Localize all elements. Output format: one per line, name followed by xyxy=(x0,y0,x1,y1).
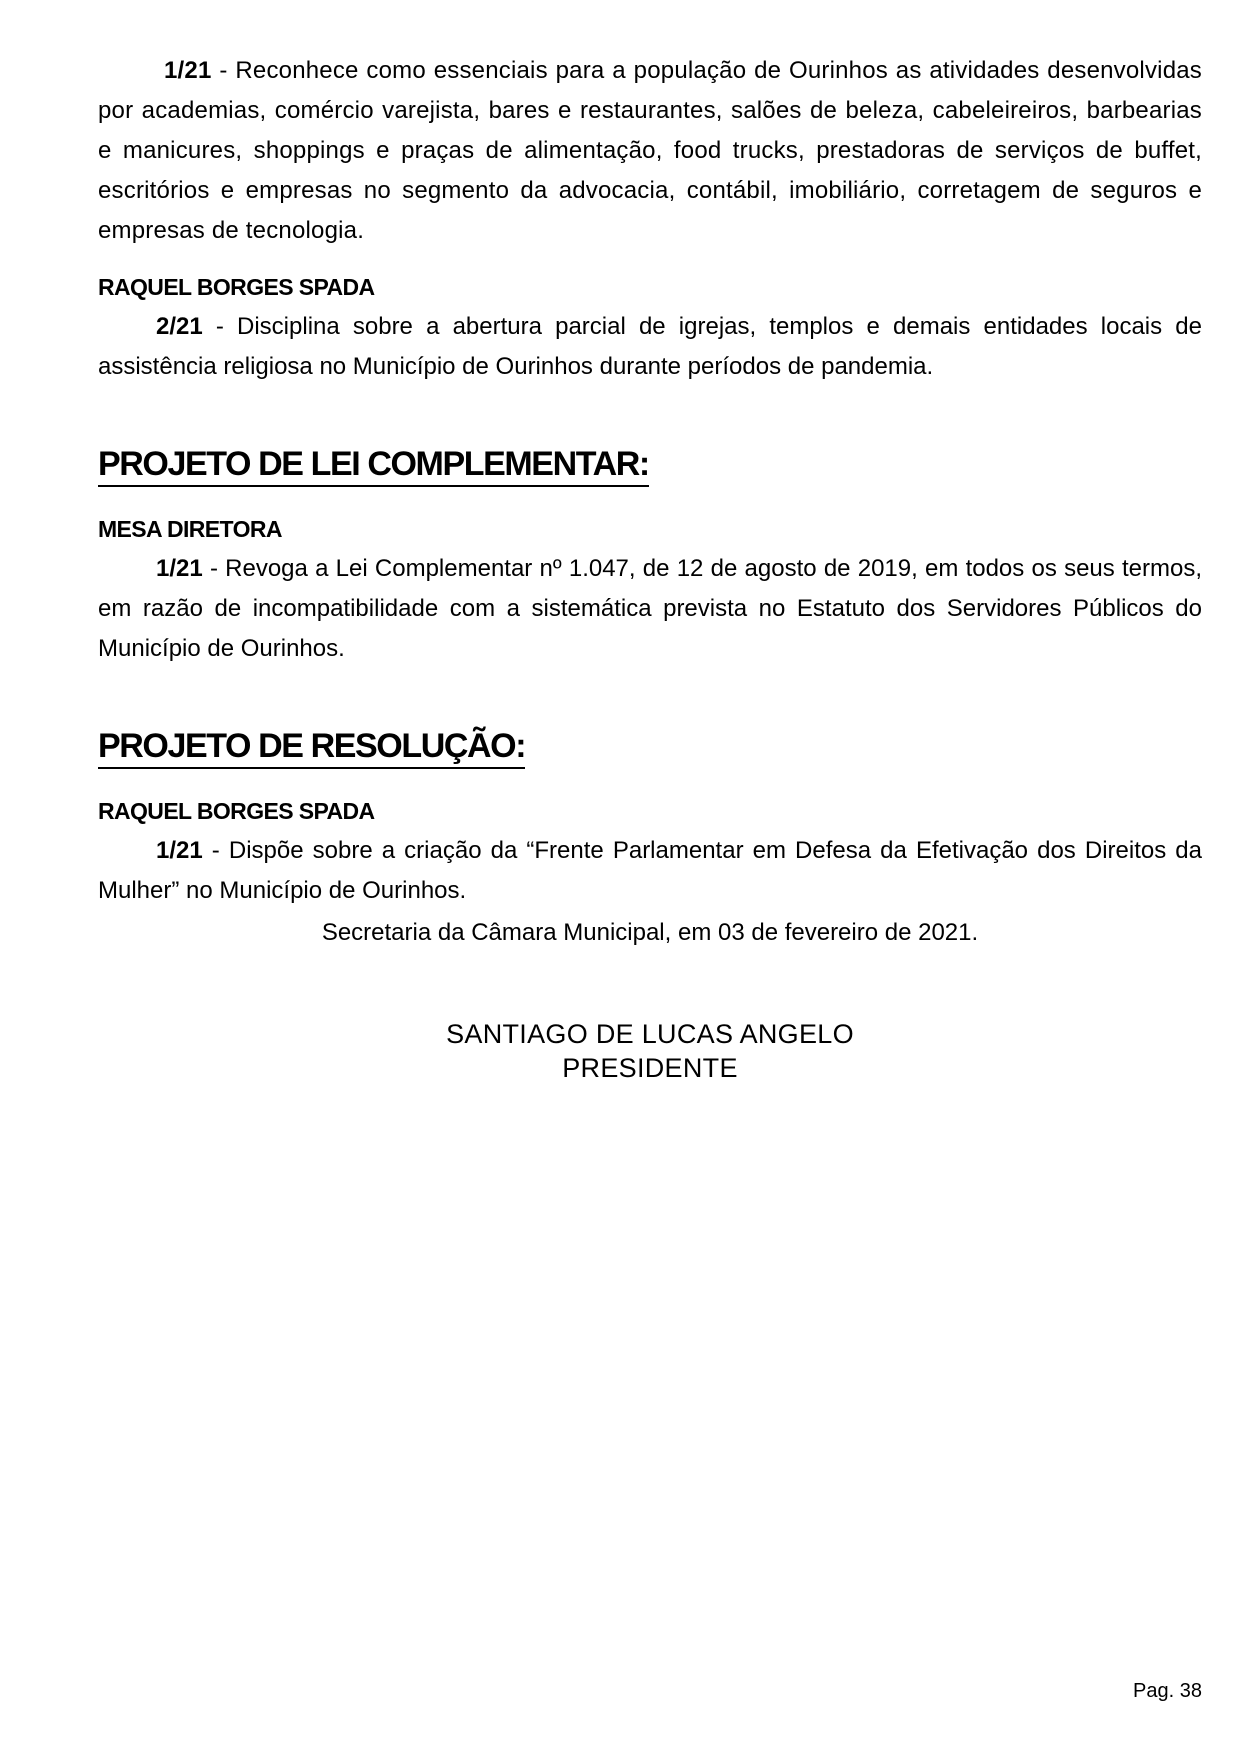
signature-block xyxy=(98,1017,1202,1085)
resolution-item-text: - Dispõe sobre a criação da “Frente Parlamentar em Defesa da Efetivação dos Direitos da Mulher” no Município de Ourinhos. xyxy=(98,837,1202,904)
plc-section-title: PROJETO DE LEI COMPLEMENTAR: xyxy=(98,443,649,487)
author-raquel-1: RAQUEL BORGES SPADA xyxy=(98,274,375,300)
date-line: Secretaria da Câmara Municipal, em 03 de fevereiro de 2021. xyxy=(321,919,979,946)
resolution-item xyxy=(98,831,1202,911)
intro-item xyxy=(98,51,1202,251)
signer-role: PRESIDENTE xyxy=(562,1053,738,1083)
resolution-section-title: PROJETO DE RESOLUÇÃO: xyxy=(98,725,525,769)
plc-item-text: - Revoga a Lei Complementar nº 1.047, de 12 de agosto de 2019, em todos os seus termos, em razão de incompatibilidade com a sistemática prevista no Estatuto dos Servidores Públicos do Município de Ourinhos. xyxy=(98,555,1202,662)
plc-item xyxy=(98,549,1202,669)
signer-name: SANTIAGO DE LUCAS ANGELO xyxy=(446,1019,854,1049)
page-content xyxy=(98,50,1202,1085)
intro-item-number: 1/21 xyxy=(164,57,212,84)
resolution-item-number: 1/21 xyxy=(156,837,203,864)
plc-item-number: 1/21 xyxy=(156,555,203,582)
raquel-item-2-number: 2/21 xyxy=(156,313,203,340)
raquel-item-2-text: - Disciplina sobre a abertura parcial de igrejas, templos e demais entidades locais de assistência religiosa no Município de Ourinhos durante períodos de pandemia. xyxy=(98,313,1202,380)
plc-author: MESA DIRETORA xyxy=(98,516,282,542)
plc-section xyxy=(98,443,1202,669)
page-number: Pag. 38 xyxy=(1133,1680,1202,1702)
resolution-author: RAQUEL BORGES SPADA xyxy=(98,798,375,824)
resolution-section xyxy=(98,725,1202,911)
raquel-item-2 xyxy=(98,307,1202,387)
intro-item-text: - Reconhece como essenciais para a população de Ourinhos as atividades desenvolvidas por academias, comércio varejista, bares e restaurantes, salões de beleza, cabeleireiros, barbearias e manicures, shoppings e praças de alimentação, food trucks, prestadoras de serviços de buffet, escritórios e empresas no segmento da advocacia, contábil, imobiliário, corretagem de seguros e empresas de tecnologia. xyxy=(98,57,1202,244)
